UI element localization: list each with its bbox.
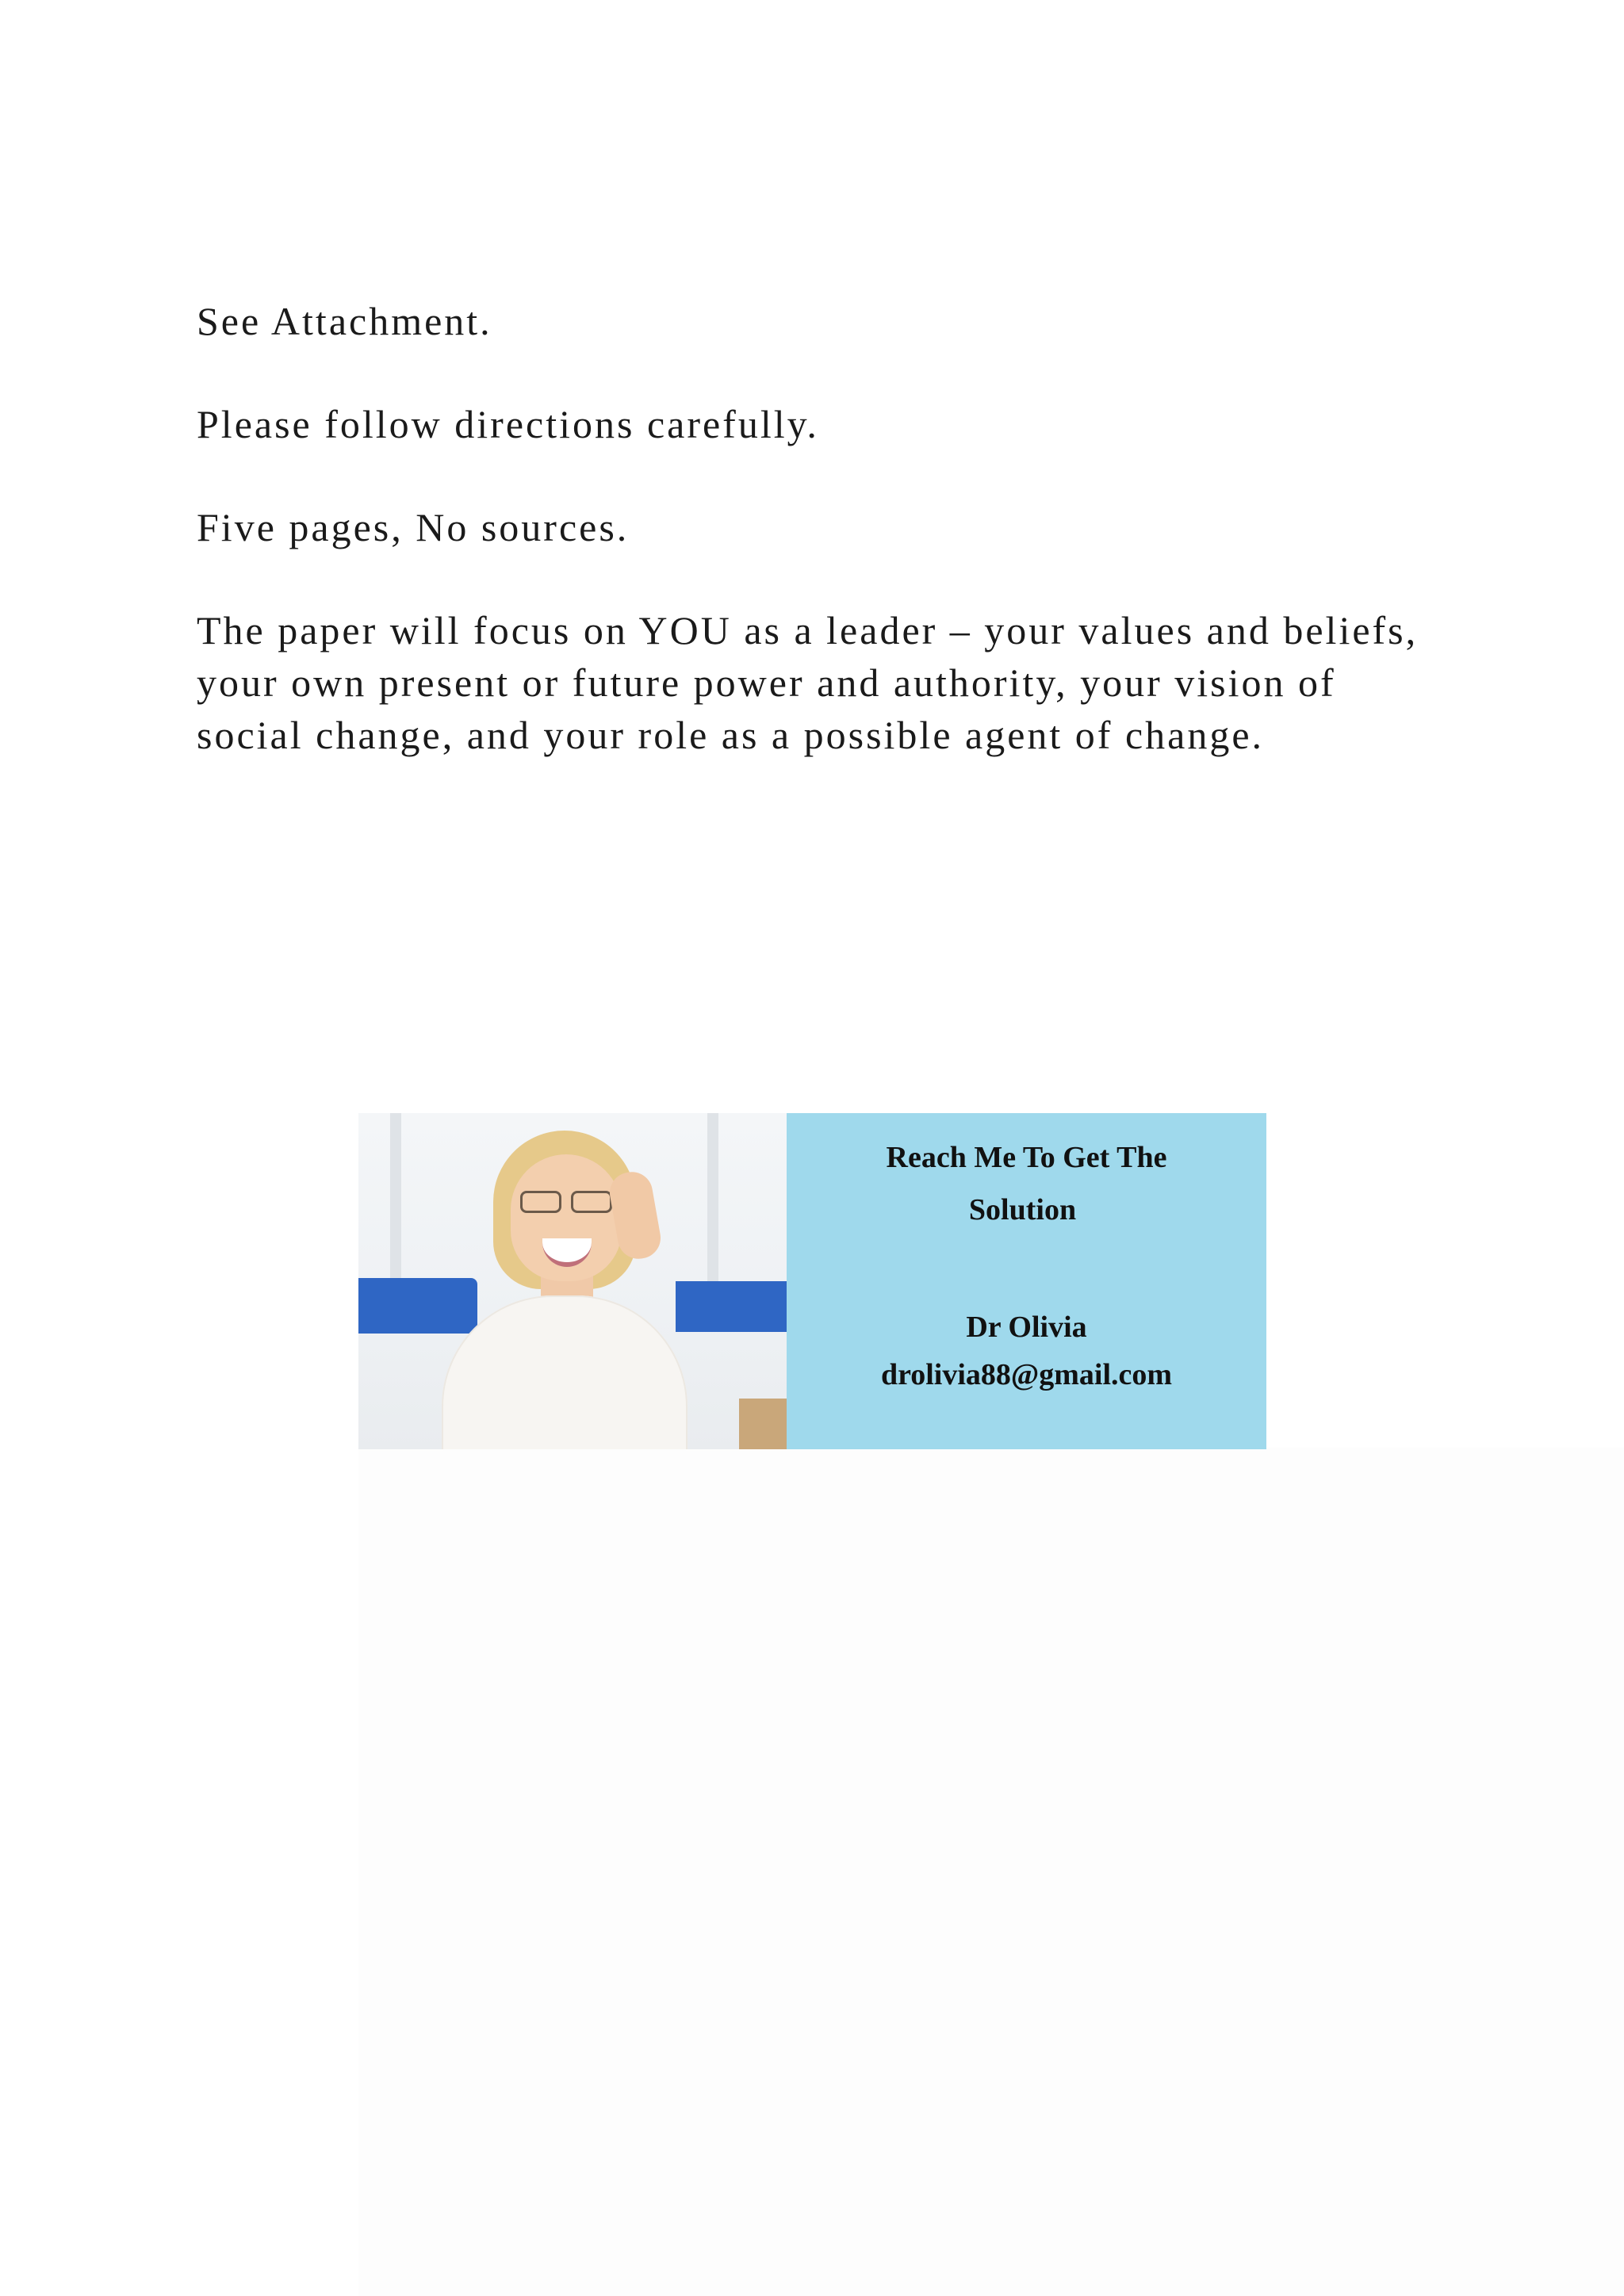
blue-chair-back (358, 1278, 477, 1334)
paragraph-page-count: Five pages, No sources. (197, 505, 630, 549)
contact-banner (358, 1113, 1266, 1449)
card-heading-line1: Reach Me To Get The (886, 1141, 1167, 1174)
paragraph-assignment-description: The paper will focus on YOU as a leader – your values and beliefs, your own present or future power and authority, your vision of social change, and your role as a possible agent of change. (197, 608, 1419, 757)
woman-with-glasses-photo (358, 1113, 787, 1449)
glasses-icon (517, 1191, 615, 1215)
paragraph-follow-directions: Please follow directions carefully. (197, 402, 819, 446)
card-heading-line2: Solution (968, 1193, 1077, 1226)
document-body (197, 295, 1434, 761)
blue-chair-back (676, 1281, 787, 1332)
contact-name: Dr Olivia (966, 1311, 1087, 1344)
paragraph-see-attachment: See Attachment. (197, 299, 492, 343)
wooden-shelf (739, 1399, 787, 1449)
white-blouse (442, 1295, 688, 1449)
contact-card (787, 1113, 1266, 1449)
faint-background-region (358, 1448, 1624, 2296)
contact-email[interactable]: drolivia88@gmail.com (880, 1358, 1173, 1391)
